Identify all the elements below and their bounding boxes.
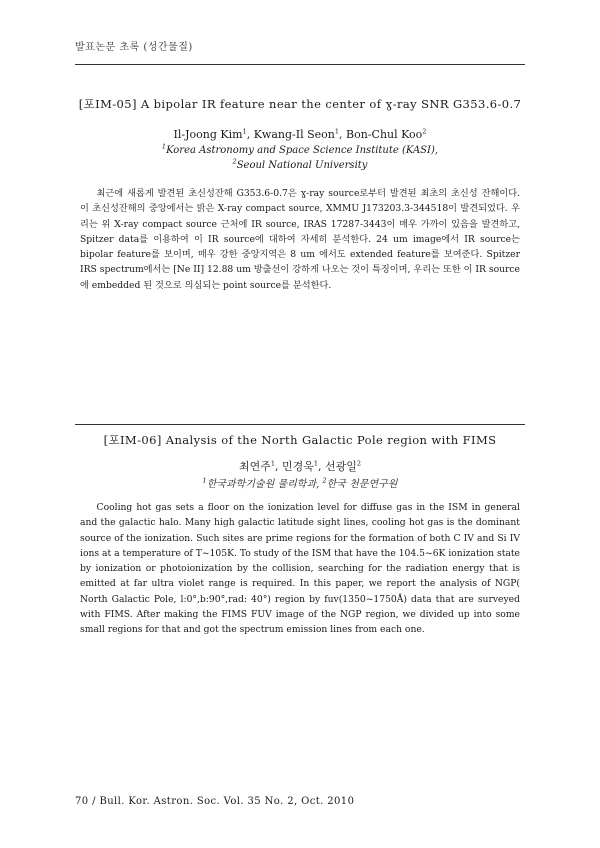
abstract-1-affiliation-1: [75, 142, 525, 156]
author-separator: ,: [274, 460, 282, 473]
affiliation-sup: 1: [202, 476, 207, 485]
author-separator: ,: [246, 128, 254, 141]
abstract-1-paragraph: 최근에 새롭게 발견된 초신성잔해 G353.6-0.7은 ɣ-ray source로부터 발견된 최초의 초신성 잔해이다. 이 초신성잔해의 중앙에서는 밝은 X-ray compact source, XMMU J173203.3-344518이 발견되었다. 우리는 위 X-ray compact source 근처에 IR source, IRAS 17287-3443이 매우 가까이 있음을 발견하고, Spitzer data를 이용하여 이 IR source에 대하여 자세히 분석한다. 24 um image에서 IR source는 bipolar feature를 보이며, 매우 강한 중앙지역은 8 um 에서도 extended feature를 보여준다. Spitzer IRS spectrum에서는 [Ne II] 12.88 um 방출선이 강하게 나오는 것이 특징이며, 우리는 또한 이 IR source에 embedded 된 것으로 의심되는 point source를 분석한다.: [80, 188, 520, 291]
section-rule: [75, 424, 525, 425]
abstract-2-affiliations: [75, 475, 525, 490]
author-name: 선광일: [325, 460, 357, 473]
abstract-1-affiliation-2: [75, 157, 525, 171]
author-name: 민경욱: [281, 460, 314, 473]
affiliation-text: Korea Astronomy and Space Science Institute (KASI),: [166, 145, 439, 156]
abstract-2-paragraph: Cooling hot gas sets a floor on the ionization level for diffuse gas in the ISM in general and the galactic halo. Many high galactic latitude sight lines, cooling hot gas is the dominant source of the ionization. Such sites are prime regions for the formation of both C IV and Si IV ions at a temperature of T~105K. To study of the ISM that have the 104.5~6K ionization state by ionization or photoionization by the collision, searching for the radiation energy that is emitted at far ultra violet range is required. In this paper, we report the analysis of NGP( North Galactic Pole, l:0°,b:90°,rad: 40°) region by fuv(1350~1750Å) data that are surveyed with FIMS. After making the FIMS FUV image of the NGP region, we divided up into some small regions for that and got the spectrum emission lines from each one.: [80, 502, 520, 636]
author-name: Bon-Chul Koo: [346, 128, 423, 141]
author-name: 최연주: [238, 460, 271, 473]
header-rule: [75, 64, 525, 65]
page-footer: 70 / Bull. Kor. Astron. Soc. Vol. 35 No. 2, Oct. 2010: [75, 796, 355, 807]
affiliation-text: 한국과학기술원 물리학과,: [206, 479, 323, 490]
abstract-2-title: [포IM-06] Analysis of the North Galactic Pole region with FIMS: [103, 433, 497, 447]
author-separator: ,: [339, 128, 347, 141]
abstract-2-authors: [75, 458, 525, 474]
abstract-2-body: [80, 500, 520, 638]
running-header: 발표논문 초록 (성간물질): [75, 42, 193, 53]
affiliation-sup: 1: [161, 142, 167, 151]
abstract-1-authors: [75, 128, 525, 141]
abstract-1-title: [포IM-05] A bipolar IR feature near the center of ɣ-ray SNR G353.6-0.7: [78, 97, 522, 111]
author-sup: 1: [270, 459, 275, 468]
affiliation-text: Seoul National University: [236, 160, 368, 171]
author-name: Il-Joong Kim: [173, 128, 243, 141]
author-sup: 1: [242, 127, 247, 136]
author-sup: 2: [356, 459, 362, 468]
affiliation-sup: 2: [232, 157, 237, 166]
abstract-1-body: [80, 186, 520, 293]
author-name: Kwang-Il Seon: [253, 128, 335, 141]
affiliation-sup: 2: [322, 476, 327, 485]
author-sup: 1: [334, 127, 340, 136]
author-sup: 2: [422, 127, 427, 136]
author-separator: ,: [318, 460, 326, 473]
affiliation-text: 한국 천문연구원: [326, 479, 398, 490]
author-sup: 1: [313, 459, 319, 468]
